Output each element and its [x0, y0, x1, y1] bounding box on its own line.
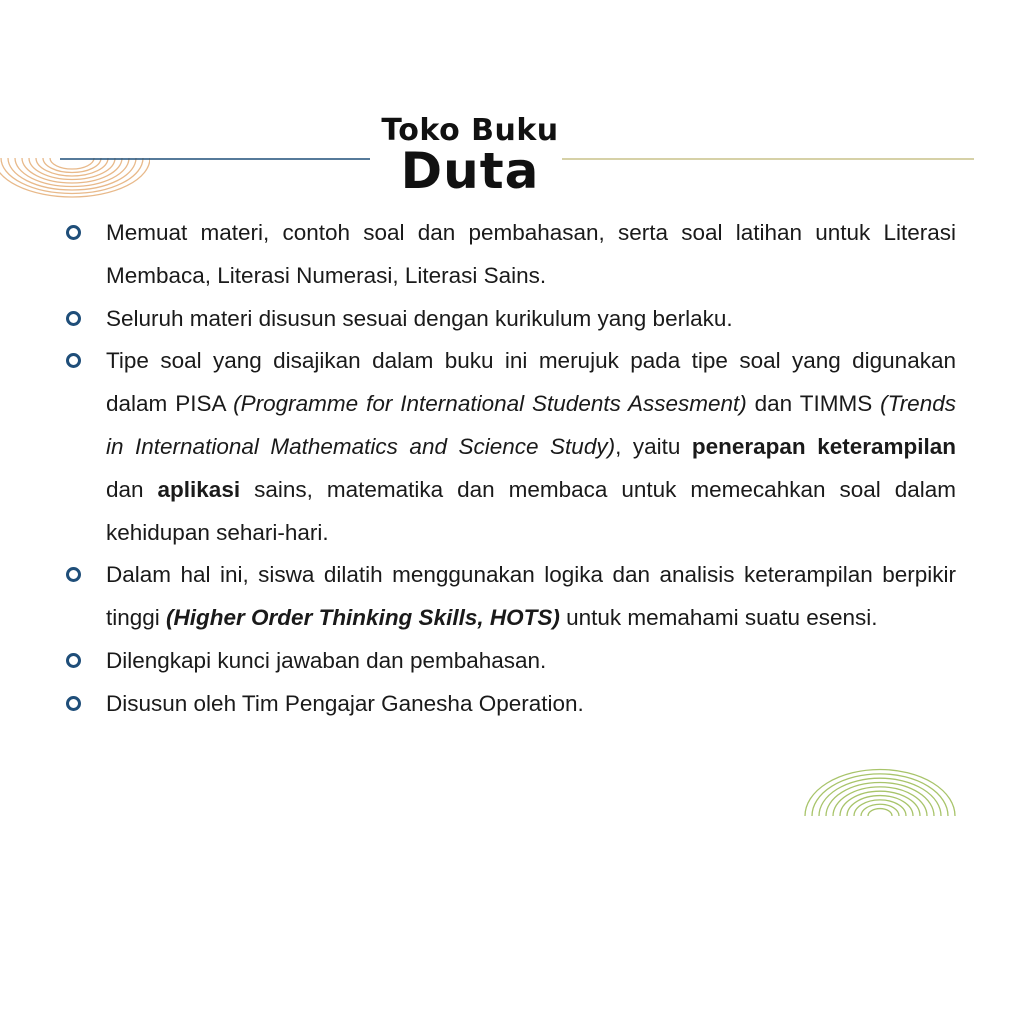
- list-item-text: [106, 648, 546, 673]
- list-item: [64, 298, 956, 341]
- text-segment: , yaitu: [615, 433, 692, 459]
- circle-bullet-icon: [66, 653, 81, 668]
- emphasis-text: (Higher Order Thinking Skills, HOTS): [166, 605, 560, 631]
- header-rule-left: [60, 155, 372, 163]
- text-segment: dan: [106, 476, 158, 502]
- emphasis-text: penerapan keterampilan: [691, 433, 957, 459]
- text-segment: untuk memahami suatu esensi.: [559, 605, 878, 631]
- feature-list: [64, 212, 956, 726]
- text-segment: Memuat materi, contoh soal dan pembahasan, serta soal latihan untuk Literasi Membaca, Literasi Numerasi, Literasi Sains.: [106, 220, 956, 288]
- text-segment: Dilengkapi kunci jawaban dan pembahasan.: [106, 647, 547, 673]
- text-segment: Tipe soal yang disajikan dalam buku ini merujuk pada tipe soal yang digunakan dalam PISA: [106, 348, 956, 417]
- circle-bullet-icon: [66, 225, 81, 240]
- text-segment: Dalam hal ini, siswa dilatih menggunakan logika dan analisis keterampilan berpikir tinggi: [106, 562, 956, 631]
- decorative-arc: [861, 804, 899, 816]
- text-segment: Seluruh materi disusun sesuai dengan kurikulum yang berlaku.: [106, 305, 733, 331]
- list-item-text: [106, 691, 584, 716]
- text-segment: dan TIMMS: [746, 391, 881, 417]
- text-segment: Disusun oleh Tim Pengajar Ganesha Operation.: [106, 690, 584, 716]
- decorative-arcs-bottom-right: [790, 760, 970, 820]
- circle-bullet-icon: [66, 567, 81, 582]
- store-logo: [370, 113, 570, 200]
- logo-line-1: Toko Buku: [381, 113, 559, 148]
- circle-bullet-icon: [66, 311, 81, 326]
- emphasis-text: (Trends in International Mathematics and Science Study): [106, 391, 956, 459]
- list-item: [64, 212, 956, 298]
- list-item-text: [106, 562, 956, 630]
- decorative-arc: [847, 796, 913, 816]
- decorative-arc: [868, 809, 892, 816]
- list-item-text: [106, 348, 956, 544]
- header-rule-right: [562, 155, 976, 163]
- text-segment: sains, matematika dan membaca untuk memecahkan soal dalam kehidupan sehari-hari.: [106, 476, 956, 545]
- emphasis-text: [166, 605, 560, 630]
- list-item: [64, 683, 956, 726]
- circle-bullet-icon: [66, 696, 81, 711]
- list-item: [64, 554, 956, 640]
- list-item: [64, 340, 956, 554]
- list-item: [64, 640, 956, 683]
- emphasis-text: (Programme for International Students Assesment): [233, 391, 747, 417]
- circle-bullet-icon: [66, 353, 81, 368]
- emphasis-text: aplikasi: [157, 476, 241, 502]
- list-item-text: [106, 306, 733, 331]
- list-item-text: [106, 220, 956, 288]
- logo-line-2: Duta: [400, 142, 540, 200]
